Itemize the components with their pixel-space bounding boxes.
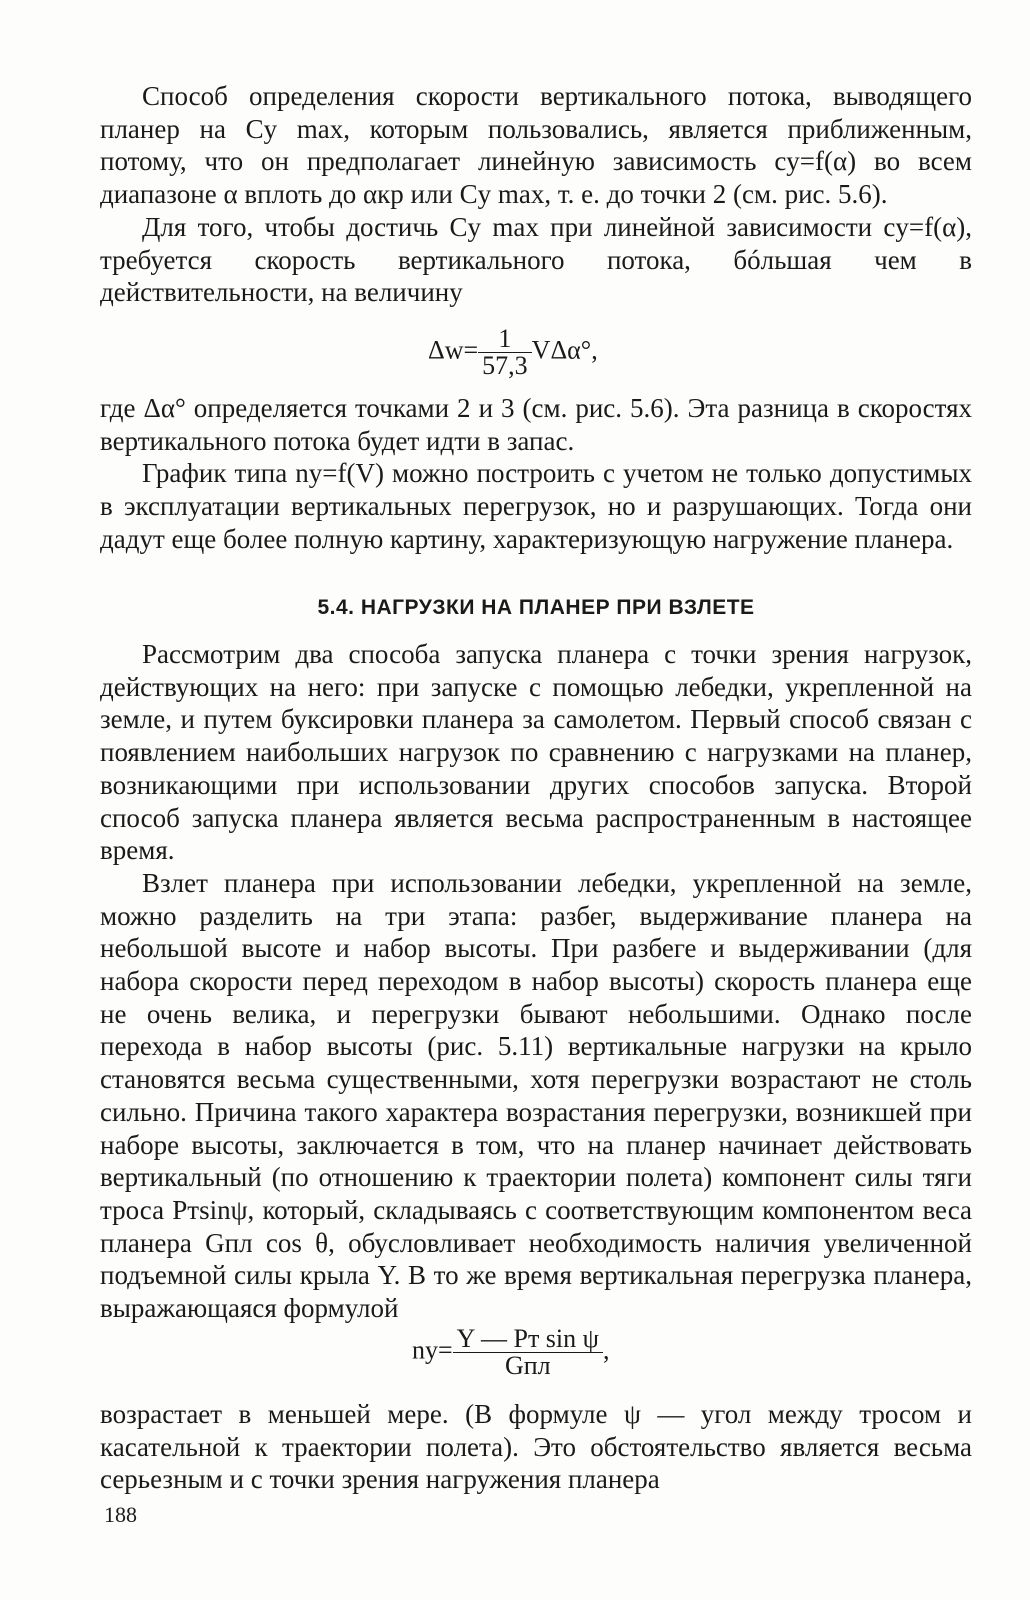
section-heading: 5.4. НАГРУЗКИ НА ПЛАНЕР ПРИ ВЗЛЕТЕ: [317, 596, 755, 619]
text-block-top: [100, 80, 972, 309]
text-block-main: [100, 638, 972, 1325]
formula-2-lhs: ny=: [412, 1335, 453, 1365]
page-number: 188: [104, 1502, 137, 1527]
formula-1-lhs: Δw=: [428, 335, 479, 365]
formula-1-numerator: 1: [478, 326, 532, 353]
text-block-middle: [100, 392, 972, 556]
paragraph-3: где Δα° определяется точками 2 и 3 (см. рис. 5.6). Эта разница в скоростях вертикального потока будет идти в запас.: [100, 393, 972, 456]
paragraph-7: возрастает в меньшей мере. (В формуле ψ — угол между тросом и касательной к траектории полета). Это обстоятельство является весьма серьезным и с точки зрения нагружения планера: [100, 1399, 972, 1495]
formula-ny: [412, 1326, 609, 1379]
formula-1-rhs: VΔα°,: [531, 335, 598, 365]
text-block-bottom: [100, 1398, 972, 1496]
formula-1-denominator: 57,3: [482, 351, 528, 380]
paragraph-6: Взлет планера при использовании лебедки, укрепленной на земле, можно разделить на три этапа: разбег, выдерживание планера на небольшой высоте и набор высоты. При разбеге и выдерживании (для набора скорости перед переходом в набор высоты) скорость планера еще не очень велика, и перегрузки бывают небольшими. Однако после перехода в набор высоты (рис. 5.11) вертикальные нагрузки на крыло становятся весьма существенными, хотя перегрузки возрастают не столь сильно. Причина такого характера возрастания перегрузки, возникшей при наборе высоты, заключается в том, что на планер начинает действовать вертикальный (по отношению к траектории полета) компонент силы тяги троса Pтsinψ, который, складываясь с соответствующим компонентом веса планера Gпл cos θ, обусловливает необходимость наличия увеличенной подъемной силы крыла Y. В то же время вертикальная перегрузка планера, выражающаяся формулой: [100, 867, 972, 1324]
formula-2-fraction: [453, 1326, 603, 1379]
formula-2-numerator: Y — Pт sin ψ: [453, 1326, 603, 1353]
paragraph-4: График типа ny=f(V) можно построить с учетом не только допустимых в эксплуатации вертикальных перегрузок, но и разрушающих. Тогда они дадут еще более полную картину, характеризующую нагружение планера.: [100, 458, 972, 554]
paragraph-2: Для того, чтобы достичь Cy max при линейной зависимости cy=f(α), требуется скорость вертикального потока, бóльшая чем в действительности, на величину: [100, 211, 972, 308]
formula-2-rhs: ,: [602, 1335, 610, 1365]
paragraph-1: Способ определения скорости вертикального потока, выводящего планер на Cy max, которым пользовались, является приближенным, потому, что он предполагает линейную зависимость cy=f(α) во всем диапазоне α вплоть до αкр или Cy max, т. е. до точки 2 (см. рис. 5.6).: [100, 81, 972, 210]
paragraph-5: Рассмотрим два способа запуска планера с точки зрения нагрузок, действующих на него: при запуске с помощью лебедки, укрепленной на земле, и путем буксировки планера за самолетом. Первый способ связан с появлением наибольших нагрузок по сравнению с нагрузками на планер, возникающими при использовании других способов запуска. Второй способ запуска планера является весьма распространенным в настоящее время.: [100, 639, 972, 866]
formula-1-fraction: [478, 326, 532, 379]
formula-delta-w: [428, 326, 598, 379]
formula-2-denominator: Gпл: [504, 1351, 551, 1380]
